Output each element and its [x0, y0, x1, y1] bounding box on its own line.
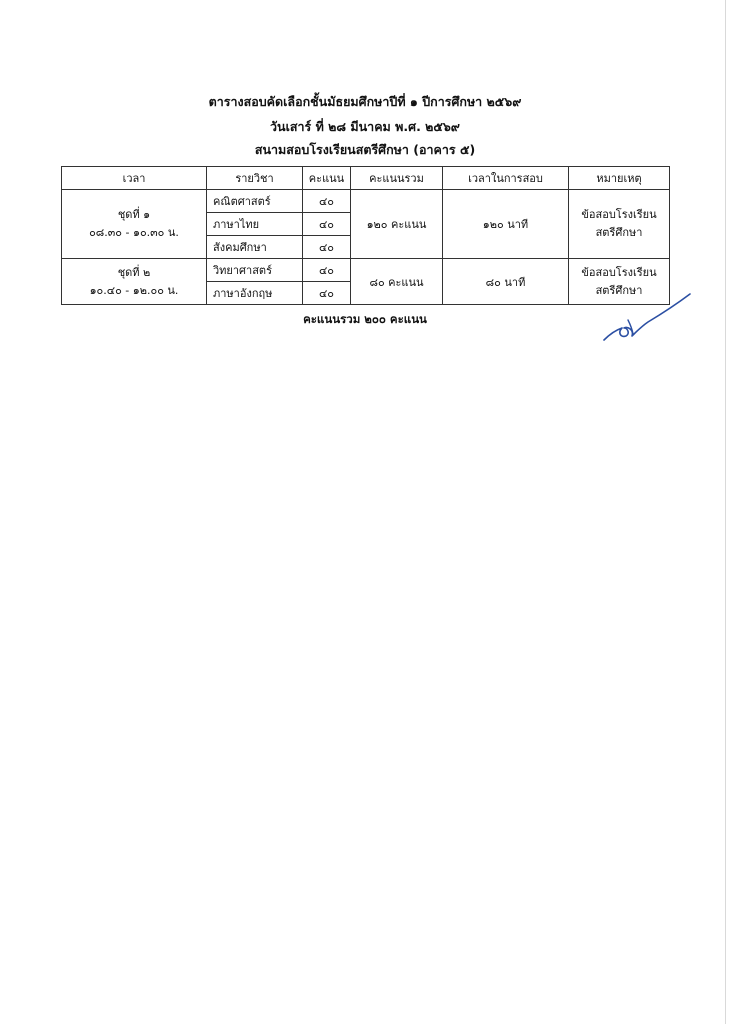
signature-icon [598, 290, 694, 350]
set-2-time-cell [62, 259, 207, 305]
subject-cell: คณิตศาสตร์ [207, 190, 303, 213]
header-subject: รายวิชา [207, 167, 303, 190]
set-1-time-cell [62, 190, 207, 259]
subject-cell: ภาษาอังกฤษ [207, 282, 303, 305]
total-score-text: คะแนนรวม ๒๐๐ คะแนน [303, 312, 427, 326]
set-2-time: ๑๐.๔๐ - ๑๒.๐๐ น. [89, 283, 179, 297]
set-2-duration: ๘๐ นาที [443, 259, 569, 305]
score-cell: ๔๐ [303, 259, 351, 282]
table-header-row [62, 167, 670, 190]
header-duration: เวลาในการสอบ [443, 167, 569, 190]
title-line-3: สนามสอบโรงเรียนสตรีศึกษา (อาคาร ๕) [254, 142, 476, 157]
header-score: คะแนน [303, 167, 351, 190]
set-2-name: ชุดที่ ๒ [117, 265, 151, 279]
subject-cell: สังคมศึกษา [207, 236, 303, 259]
set-1-total-score: ๑๒๐ คะแนน [351, 190, 443, 259]
title-line-1: ตารางสอบคัดเลือกชั้นมัธยมศึกษาปีที่ ๑ ปีการศึกษา ๒๕๖๙ [208, 94, 522, 109]
subject-cell: ภาษาไทย [207, 213, 303, 236]
header-time: เวลา [62, 167, 207, 190]
set-1-remark [569, 190, 670, 259]
score-cell: ๔๐ [303, 282, 351, 305]
score-cell: ๔๐ [303, 236, 351, 259]
set-1-duration: ๑๒๐ นาที [443, 190, 569, 259]
score-cell: ๔๐ [303, 190, 351, 213]
set-1-remark-line-1: ข้อสอบโรงเรียน [581, 208, 657, 221]
exam-schedule-table [61, 166, 670, 305]
set-1-name: ชุดที่ ๑ [117, 208, 151, 221]
subject-cell: วิทยาศาสตร์ [207, 259, 303, 282]
score-cell: ๔๐ [303, 213, 351, 236]
table-row [62, 259, 670, 282]
title-line-2: วันเสาร์ ที่ ๒๘ มีนาคม พ.ศ. ๒๕๖๙ [270, 119, 460, 134]
header-remark: หมายเหตุ [569, 167, 670, 190]
set-2-remark-line-1: ข้อสอบโรงเรียน [581, 265, 657, 279]
set-1-remark-line-2: สตรีศึกษา [595, 226, 643, 239]
header-total-score: คะแนนรวม [351, 167, 443, 190]
set-2-remark-line-2: สตรีศึกษา [595, 283, 643, 297]
set-2-total-score: ๘๐ คะแนน [351, 259, 443, 305]
table-row [62, 190, 670, 213]
set-1-time: ๐๘.๓๐ - ๑๐.๓๐ น. [89, 226, 179, 239]
